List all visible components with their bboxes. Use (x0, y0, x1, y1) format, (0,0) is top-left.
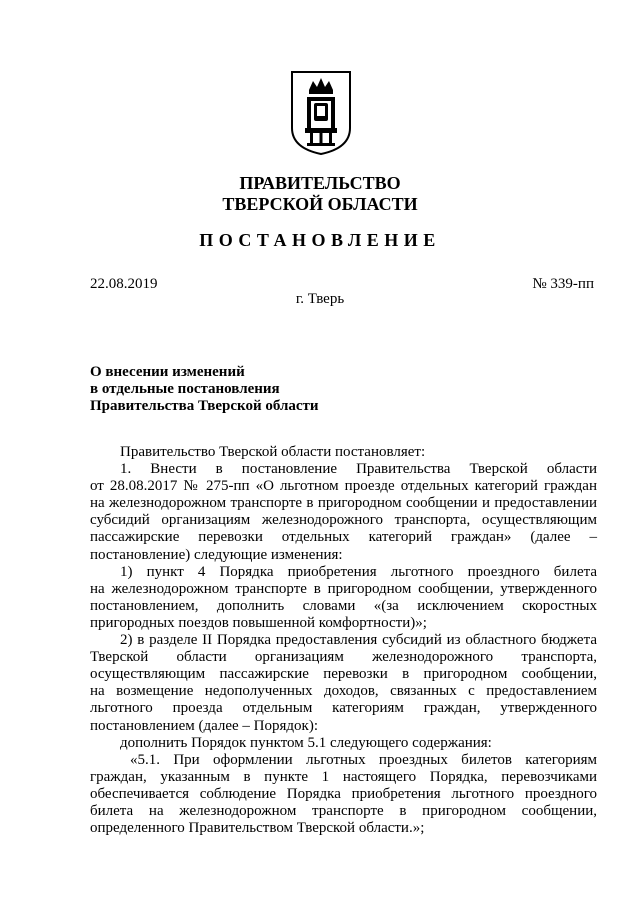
document-date: 22.08.2019 (90, 276, 158, 292)
body-line: на железнодорожном транспорте в пригородном сообщении, утвержденного (90, 580, 597, 597)
subject-line1: О внесении изменений (90, 364, 245, 380)
body-line: Тверской области организациям железнодорожного транспорта, (90, 649, 597, 666)
body-line: 1) пункт 4 Порядка приобретения льготного проездного билета (120, 563, 597, 580)
body-line: обеспечивается соблюдение Порядка приобретения льготного проездного (90, 785, 597, 802)
body-line: определенного Правительством Тверской области.»; (90, 820, 425, 837)
coat-of-arms-icon (290, 70, 352, 156)
body-line: льготного проезда отдельным категориям граждан, утвержденного (90, 700, 597, 717)
document-type: ПОСТАНОВЛЕНИЕ (199, 230, 441, 250)
body-line: на железнодорожном транспорте в пригородном сообщении и предоставлении (90, 495, 597, 512)
body-line: на возмещение недополученных доходов, связанных с предоставлением (90, 683, 597, 700)
body-line: пассажирские перевозки отдельных категорий граждан» (далее – (90, 529, 597, 546)
body-line: пригородных поездов повышенной комфортности)»; (90, 614, 427, 631)
body-line: Правительство Тверской области постановляет: (120, 444, 426, 460)
body-line: 1. Внести в постановление Правительства Тверской области (120, 461, 597, 478)
body-line: 2) в разделе II Порядка предоставления субсидий из областного бюджета (120, 632, 597, 649)
body-line: «5.1. При оформлении льготных проездных билетов категориям (130, 751, 597, 768)
document-subject (90, 364, 319, 415)
government-title-line2: ТВЕРСКОЙ ОБЛАСТИ (222, 194, 418, 214)
document-city: г. Тверь (295, 291, 345, 307)
body-line: граждан, указанным в пункте 1 настоящего Порядка, перевозчиками (90, 768, 597, 785)
body-line: от 28.08.2017 № 275-пп «О льготном проезде отдельных категорий граждан (90, 478, 597, 495)
document-body (90, 444, 597, 837)
government-title-line1: ПРАВИТЕЛЬСТВО (239, 173, 401, 193)
body-line: субсидий организациям железнодорожного транспорта, осуществляющим (90, 512, 597, 529)
document-number: № 339-пп (532, 276, 594, 292)
body-line: постановлением (далее – Порядок): (90, 717, 318, 734)
body-line: постановление) следующие изменения: (90, 546, 343, 563)
subject-line2: в отдельные постановления (90, 381, 280, 397)
body-line: дополнить Порядок пунктом 5.1 следующего содержания: (120, 734, 492, 751)
body-line: осуществляющим пассажирские перевозки в пригородном сообщении, (90, 666, 597, 683)
body-line: билета на железнодорожном транспорте в пригородном сообщении, (90, 802, 597, 819)
body-line: постановлением, дополнить словами «(за исключением скоростных (90, 597, 597, 614)
subject-line3: Правительства Тверской области (90, 398, 319, 414)
government-title (0, 173, 640, 215)
